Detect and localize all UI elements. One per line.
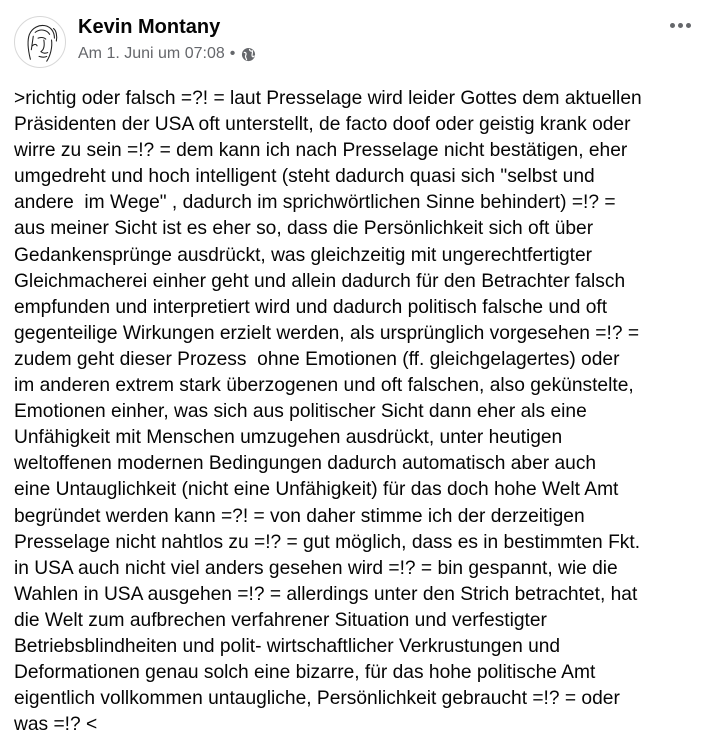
post-meta <box>78 44 256 64</box>
more-options-icon[interactable] <box>664 14 696 36</box>
more-dot <box>678 23 683 28</box>
avatar[interactable] <box>14 16 66 68</box>
post-header <box>0 0 705 80</box>
more-dot <box>670 23 675 28</box>
meta-separator: • <box>229 45 236 62</box>
author-name[interactable]: Kevin Montany <box>78 16 221 38</box>
more-dot <box>686 23 691 28</box>
post-text: >richtig oder falsch =?! = laut Presselage wird leider Gottes dem aktuellen Präsidenten der USA oft unterstellt, de facto doof oder geistig krank oder wirre zu sein =!? = dem kann ich nach Presselage nicht bestätigen, eher umgedreht und hoch intelligent (steht dadurch quasi sich "selbst und andere im Wege" , dadurch im sprichwörtlichen Sinne behindert) =!? = aus meiner Sicht ist es eher so, dass die Persönlichkeit sich oft über Gedankensprünge ausdrückt, was gleichzeitig mit ungerechtfertigter Gleichmacherei einher geht und allein dadurch für den Betrachter falsch empfunden und interpretiert wird und dadurch politisch falsche und oft gegenteilige Wirkungen erzielt werden, als ursprünglich vorgesehen =!? = zudem geht dieser Prozess ohne Emotionen (ff. gleichgelagertes) oder im anderen extrem stark überzogenen und oft falschen, also gekünstelte, Emotionen einher, was sich aus politischer Sicht dann eher als eine Unfähigkeit mit Menschen umzugehen ausdrückt, unter heutigen weltoffenen modernen Bedingungen dadurch automatisch aber auch eine Untauglichkeit (nicht eine Unfähigkeit) für das doch hohe Welt Amt begründet werden kann =?! = von daher stimme ich der derzeitigen Presselage nicht nahtlos zu =!? = gut möglich, dass es in bestimmten Fkt. in USA auch nicht viel anders gesehen wird =!? = bin gespannt, wie die Wahlen in USA ausgehen =!? = allerdings unter den Strich betrachtet, hat die Welt zum aufbrechen verfahrener Situation und verfestigter Betriebsblindheiten und polit- wirtschaftlicher Verkrustungen und Deformationen genau solch eine bizarre, für das hohe politische Amt eigentlich vollkommen untaugliche, Persönlichkeit gebraucht =!? = oder was =!? < <box>14 88 642 736</box>
globe-icon[interactable] <box>241 47 256 62</box>
post-timestamp[interactable]: Am 1. Juni um 07:08 <box>78 45 225 62</box>
sketch-portrait-avatar <box>15 17 65 67</box>
